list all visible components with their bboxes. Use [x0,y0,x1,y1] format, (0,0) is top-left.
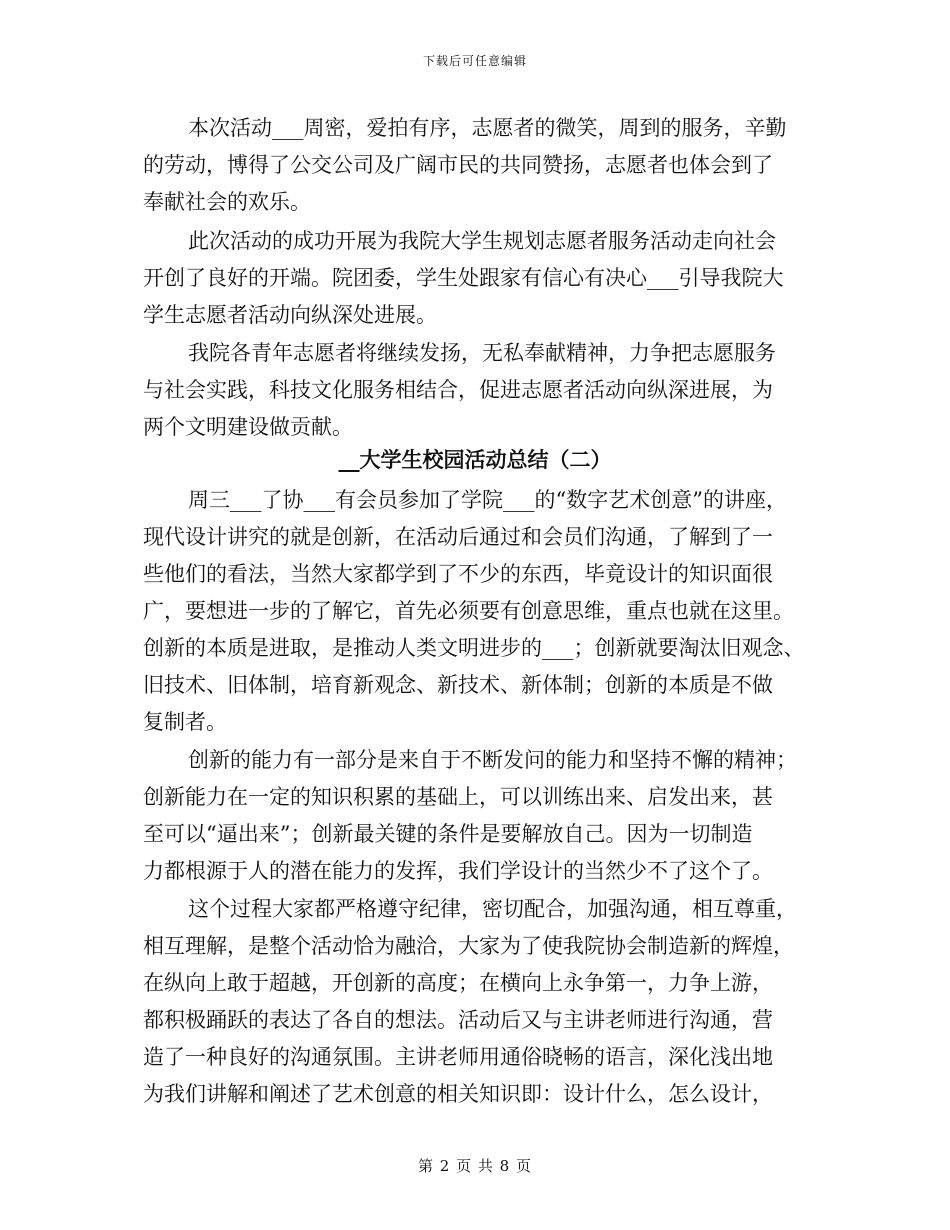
paragraph-line: 本次活动___周密，爱拍有序，志愿者的微笑，周到的服务，辛勤 [188,116,787,140]
paragraph-line: 现代设计讲究的就是创新，在活动后通过和会员们沟通，了解到了一 [143,525,773,549]
paragraph-line: 周三___了协___有会员参加了学院___的“数字艺术创意”的讲座， [188,488,787,512]
paragraph-line: 广，要想进一步的了解它，首先必须要有创意思维，重点也就在这里。 [143,599,794,623]
paragraph-line: 开创了良好的开端。院团委，学生处跟家有信心有决心___引导我院大 [143,266,784,290]
paragraph-line: 创新的本质是进取，是推动人类文明进步的___；创新就要淘汰旧观念、 [143,636,805,660]
paragraph-line: 至可以“逼出来”；创新最关键的条件是要解放自己。因为一切制造 [143,822,753,846]
paragraph-line: 都积极踊跃的表达了各自的想法。活动后又与主讲老师进行沟通，营 [143,1008,773,1032]
paragraph-line: 在纵向上敢于超越，开创新的高度；在横向上永争第一，力争上游， [143,971,773,995]
paragraph-line: 旧技术、旧体制，培育新观念、新技术、新体制；创新的本质是不做 [143,673,773,697]
paragraph-line: 相互理解，是整个活动恰为融洽，大家为了使我院协会制造新的辉煌， [143,934,794,958]
paragraph-line: 这个过程大家都严格遵守纪律，密切配合，加强沟通，相互尊重， [188,897,797,921]
paragraph-line: 此次活动的成功开展为我院大学生规划志愿者服务活动走向社会 [188,229,776,253]
paragraph-line: 的劳动，博得了公交公司及广阔市民的共同赞扬，志愿者也体会到了 [143,153,773,177]
paragraph-line: 两个文明建设做贡献。 [143,415,353,439]
paragraph-line: 创新的能力有一部分是来自于不断发问的能力和坚持不懈的精神； [188,748,797,772]
paragraph-line: 造了一种良好的沟通氛围。主讲老师用通俗晓畅的语言，深化浅出地 [143,1045,773,1069]
paragraph-line: 力都根源于人的潜在能力的发挥，我们学设计的当然少不了这个了。 [143,859,773,883]
page-footer: 第 2 页 共 8 页 [418,1157,532,1175]
page-header: 下载后可任意编辑 [422,54,527,68]
paragraph-line: 奉献社会的欢乐。 [143,190,311,214]
paragraph-line: 创新能力在一定的知识积累的基础上，可以训练出来、启发出来，甚 [143,785,773,809]
paragraph-line: 与社会实践，科技文化服务相结合，促进志愿者活动向纵深进展，为 [143,378,773,402]
paragraph-line: 我院各青年志愿者将继续发扬，无私奉献精神，力争把志愿服务 [188,341,776,365]
paragraph-line: 为我们讲解和阐述了艺术创意的相关知识即：设计什么，怎么设计， [143,1082,773,1106]
paragraph-line: 学生志愿者活动向纵深处进展。 [143,303,437,327]
section-title: __大学生校园活动总结（二） [338,447,612,472]
paragraph-line: 些他们的看法，当然大家都学到了不少的东西，毕竟设计的知识面很 [143,562,773,586]
paragraph-line: 复制者。 [143,710,227,734]
